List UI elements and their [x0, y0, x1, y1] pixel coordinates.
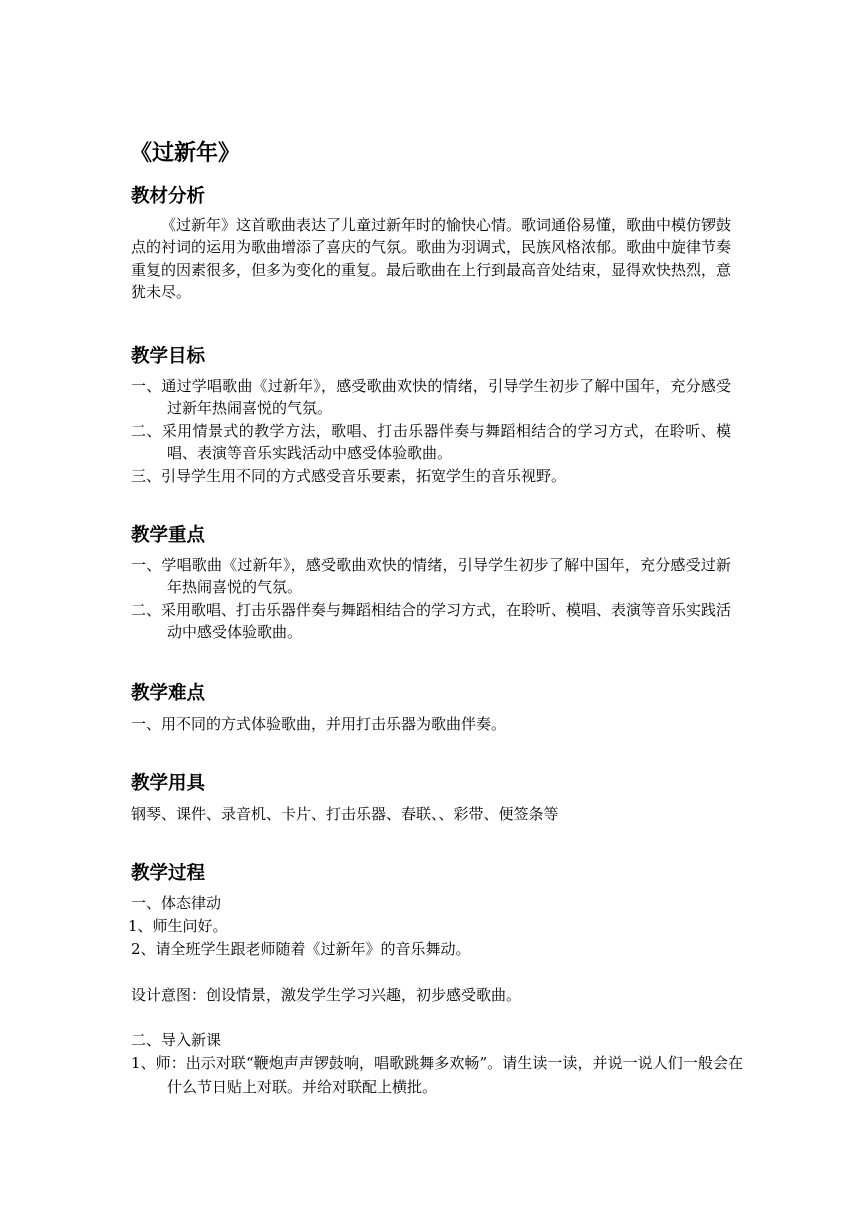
- goal-item-3: 三、引导学生用不同的方式感受音乐要素，拓宽学生的音乐视野。: [131, 467, 567, 485]
- process-part1-step2: 2、请全班学生跟老师随着《过新年》的音乐舞动。: [131, 940, 471, 958]
- heading-key-points: 教学重点: [131, 525, 206, 546]
- key-point-item-1: 一、学唱歌曲《过新年》，感受歌曲欢快的情绪，引导学生初步了解中国年，充分感受过新年热闹喜悦的气氛。: [131, 556, 731, 597]
- process-part2-step1: 1、师：出示对联“鞭炮声声锣鼓响，唱歌跳舞多欢畅”。请生读一读，并说一说人们一般会在什么节日贴上对联。并给对联配上横批。: [131, 1054, 743, 1096]
- heading-goals: 教学目标: [131, 346, 206, 367]
- heading-process: 教学过程: [131, 863, 206, 884]
- process-part1-step1: 1、师生问好。: [128, 917, 228, 935]
- difficulty-item-1: 一、用不同的方式体验歌曲，并用打击乐器为歌曲伴奏。: [131, 715, 507, 733]
- heading-tools: 教学用具: [131, 773, 206, 794]
- document-title: 《过新年》: [130, 141, 241, 166]
- key-point-item-2: 二、采用歌唱、打击乐器伴奏与舞蹈相结合的学习方式，在聆听、模唱、表演等音乐实践活动中感受体验歌曲。: [131, 601, 732, 642]
- design-intent: 设计意图：创设情景，激发学生学习兴趣，初步感受歌曲。: [131, 986, 522, 1004]
- goal-item-2: 二、采用情景式的教学方法，歌唱、打击乐器伴奏与舞蹈相结合的学习方式，在聆听、模唱、表演等音乐实践活动中感受体验歌曲。: [131, 422, 731, 463]
- process-part1-title: 一、体态律动: [131, 894, 222, 912]
- heading-difficulties: 教学难点: [131, 683, 206, 704]
- goal-item-1: 一、通过学唱歌曲《过新年》，感受歌曲欢快的情绪，引导学生初步了解中国年，充分感受过新年热闹喜悦的气氛。: [131, 377, 731, 418]
- process-part2-title: 二、导入新课: [131, 1031, 222, 1049]
- analysis-paragraph: 《过新年》这首歌曲表达了儿童过新年时的愉快心情。歌词通俗易懂，歌曲中模仿锣鼓点的衬词的运用为歌曲增添了喜庆的气氛。歌曲为羽调式，民族风格浓郁。歌曲中旋律节奏重复的因素很多，但多为变化的重复。最后歌曲在上行到最高音处结束，显得欢快热烈，意犹未尽。: [131, 216, 732, 301]
- heading-analysis: 教材分析: [131, 186, 206, 207]
- tools-text: 钢琴、课件、录音机、卡片、打击乐器、春联、、彩带、便签条等: [131, 805, 559, 823]
